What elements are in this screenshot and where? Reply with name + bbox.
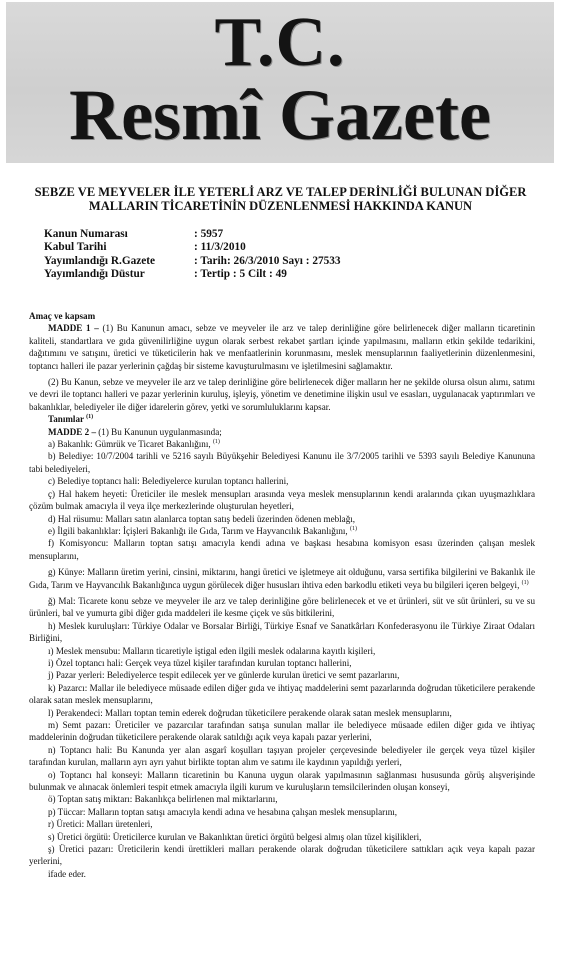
masthead-tc: T.C. — [214, 4, 346, 81]
gazette-masthead — [6, 2, 554, 163]
meta-row — [44, 255, 341, 268]
meta-label: Yayımlandığı R.Gazete — [44, 254, 156, 267]
meta-row — [44, 241, 341, 254]
definition-f: f) Komisyoncu: Malların toptan satışı amacıyla kendi adına ve başkası hesabına komisyon esası üzerinden çalışan meslek mensuplarını, — [29, 538, 535, 561]
footnote-ref: (1) — [212, 439, 220, 446]
footnote-ref: (1) — [86, 414, 94, 421]
article-2-intro — [29, 426, 535, 438]
definition-ss: ş) Üretici pazarı: Üreticilerin kendi ürettikleri malları perakende olarak doğrudan tüketicilere sattıkları açık veya kapalı pazar yerlerini, — [29, 844, 535, 867]
meta-label: Kanun Numarası — [44, 228, 128, 240]
law-title-line-1: SEBZE VE MEYVELER İLE YETERLİ ARZ VE TALEP DERİNLİĞİ BULUNAN DİĞER — [34, 185, 527, 199]
meta-row — [44, 228, 341, 241]
document-body — [29, 310, 535, 880]
definition-oo: ö) Toptan satış miktarı: Bakanlıkça belirlenen mal miktarlarını, — [48, 794, 278, 805]
definition-b: b) Belediye: 10/7/2004 tarihli ve 5216 sayılı Büyükşehir Belediyesi Kanunu ile 3/7/2005 tarihli ve 5393 sayılı Belediye Kanununa tabi belediyeleri, — [29, 451, 535, 474]
definition-cc: ç) Hal hakem heyeti: Üreticiler ile meslek mensupları arasında veya meslek mensuplarının kendi aralarında çıkan uyuşmazlıklara çözüm bulmak amacıyla il veya ilçe merkezlerinde oluşturulan heyetleri, — [29, 488, 535, 512]
law-title — [10, 185, 551, 213]
masthead-resmi-gazete: Resmî Gazete — [69, 75, 491, 155]
definition-text: g) Künye: Malların üretim yerini, cinsini, miktarını, hangi üretici ve işletmeye ait olduğunu, varsa sertifika bilgilerini ve Bakanlık ile Gıda, Tarım ve Hayvancılık Bakanlığınca uygun görülecek diğer hususları ihtiva eden barkodlu etiketi veya bu bilgileri içeren belgeyi, — [29, 567, 535, 590]
footnote-ref: (1) — [521, 579, 529, 586]
definition-c: c) Belediye toptancı hali: Belediyelerce kurulan toptancı hallerini, — [48, 476, 289, 487]
meta-value: : Tertip : 5 Cilt : 49 — [194, 267, 287, 280]
definition-e — [29, 525, 535, 537]
definition-m: m) Semt pazarı: Üreticiler ve pazarcılar tarafından satışa sunulan mallar ile belediyece müsaade edilen diğer gıda ve ihtiyaç maddelerinin doğrudan tüketicilere perakende olarak satıldığı açık veya kapalı pazar yerlerini, — [29, 720, 535, 743]
section-heading-purpose: Amaç ve kapsam — [29, 311, 96, 321]
article-1-text: (1) Bu Kanunun amacı, sebze ve meyveler ile arz ve talep derinliğine göre belirlenecek diğer malların ticaretinin kaliteli, standartlara ve gıda güvenilirliğine uygun olarak serbest rekabet şartları içinde yapılmasını, malların etkin şekilde tedarikini, dağıtımını ve satışını, üretici ve tüketicilerin hak ve menfaatlerinin korunmasını, meslek mensuplarının faaliyetlerinin düzenlenmesini, toptancı halleri ile pazar yerlerinin çağdaş bir sisteme kavuşturulmasını ve işletilmesini sağlamaktır. — [29, 323, 535, 371]
definition-l: l) Perakendeci: Malları toptan temin ederek doğrudan tüketicilere perakende olarak satan meslek mensuplarını, — [48, 707, 452, 718]
meta-row — [44, 268, 341, 281]
section-heading-definitions — [29, 413, 535, 425]
meta-label: Kabul Tarihi — [44, 241, 107, 254]
closing-text: ifade eder. — [48, 868, 86, 879]
meta-label: Yayımlandığı Düstur — [44, 267, 145, 280]
definition-o: o) Toptancı hal konseyi: Malların ticaretinin bu Kanuna uygun olarak yapılmasının sağlanması hususunda görüş alışverişinde bulunmak ve alınacak önlemleri tespit etmek amacıyla ilgili kurum ve kuruluşların temsilcilerinden oluşan konseyi, — [29, 769, 535, 793]
meta-value: : Tarih: 26/3/2010 Sayı : 27533 — [194, 254, 341, 267]
definition-g — [29, 566, 535, 591]
law-metadata — [44, 228, 341, 281]
article-2-intro-text: (1) Bu Kanunun uygulanmasında; — [96, 426, 222, 437]
definition-s: s) Üretici örgütü: Üreticilerce kurulan ve Bakanlıktan üretici örgütü belgesi almış olan tüzel kişilikleri, — [48, 831, 422, 842]
article-1-paragraph-1 — [29, 322, 535, 372]
definition-a — [29, 438, 535, 450]
definition-n: n) Toptancı hali: Bu Kanunda yer alan asgarî koşulları taşıyan projeler çerçevesinde belediyeler ile gerçek veya tüzel kişiler tarafından kurulan, malların ayrı ayrı yahut birlikte toptan alım ve satımı ile kaydının yapıldığı yerleri, — [29, 744, 535, 768]
definition-i-dotless: ı) Meslek mensubu: Malların ticaretiyle iştigal eden ilgili meslek odalarına kayıtlı kişileri, — [48, 645, 376, 656]
meta-value: : 11/3/2010 — [194, 241, 246, 254]
footnote-ref: (1) — [350, 525, 357, 532]
definition-r: r) Üretici: Malları üretenleri, — [48, 819, 153, 830]
article-2-heading: MADDE 2 – — [48, 426, 96, 437]
definition-j: j) Pazar yerleri: Belediyelerce tespit edilecek yer ve günlerde kurulan üretici ve semt pazarlarını, — [48, 670, 400, 681]
definition-h: h) Meslek kuruluşları: Türkiye Odalar ve Borsalar Birliği, Türkiye Esnaf ve Sanatkârları Konfederasyonu ile Türkiye Ziraat Odaları Birliğini, — [29, 620, 535, 644]
definition-gg: ğ) Mal: Ticarete konu sebze ve meyveler ile arz ve talep derinliğine göre belirlenecek et ve et ürünleri, süt ve süt ürünleri, su ve su ürünleri, bal ve yumurta gibi diğer gıda maddeleri ile kesme çiçek ve süs bitkilerini, — [29, 595, 535, 619]
definition-text: a) Bakanlık: Gümrük ve Ticaret Bakanlığını, — [48, 439, 211, 450]
definition-d: d) Hal rüsumu: Malları satın alanlarca toptan satış bedeli üzerinden ödenen meblağı, — [48, 513, 356, 524]
definitions-heading-text: Tanımlar — [48, 414, 84, 425]
definition-k: k) Pazarcı: Mallar ile belediyece müsaade edilen diğer gıda ve ihtiyaç maddelerini semt pazarlarında doğrudan tüketicilere perakende olarak satan meslek mensuplarını, — [29, 682, 535, 706]
definition-text: e) İlgili bakanlıklar: İçişleri Bakanlığı ile Gıda, Tarım ve Hayvancılık Bakanlığını, — [48, 525, 348, 536]
meta-value: : 5957 — [194, 228, 224, 240]
law-title-line-2: MALLARIN TİCARETİNİN DÜZENLENMESİ HAKKINDA KANUN — [88, 199, 473, 213]
article-1-paragraph-2: (2) Bu Kanun, sebze ve meyveler ile arz ve talep derinliğine göre belirlenecek diğer malların her ne şekilde olursa olsun alımı, satımı ve devri ile toptancı halleri ve pazar yerlerinin kuruluş, işleyiş, yönetim ve denetimine ilişkin usul ve esasları, uygulanacak yaptırımları ve bakanlıklar, belediyeler ile diğer idarelerin görev, yetki ve sorumluluklarını kapsar. — [29, 377, 535, 412]
definition-i: i) Özel toptancı hali: Gerçek veya tüzel kişiler tarafından kurulan toptancı hallerini, — [48, 657, 352, 668]
definition-p: p) Tüccar: Malların toptan satışı amacıyla kendi adına ve hesabına çalışan meslek mensuplarını, — [48, 806, 398, 817]
article-1-heading: MADDE 1 – — [48, 323, 99, 334]
